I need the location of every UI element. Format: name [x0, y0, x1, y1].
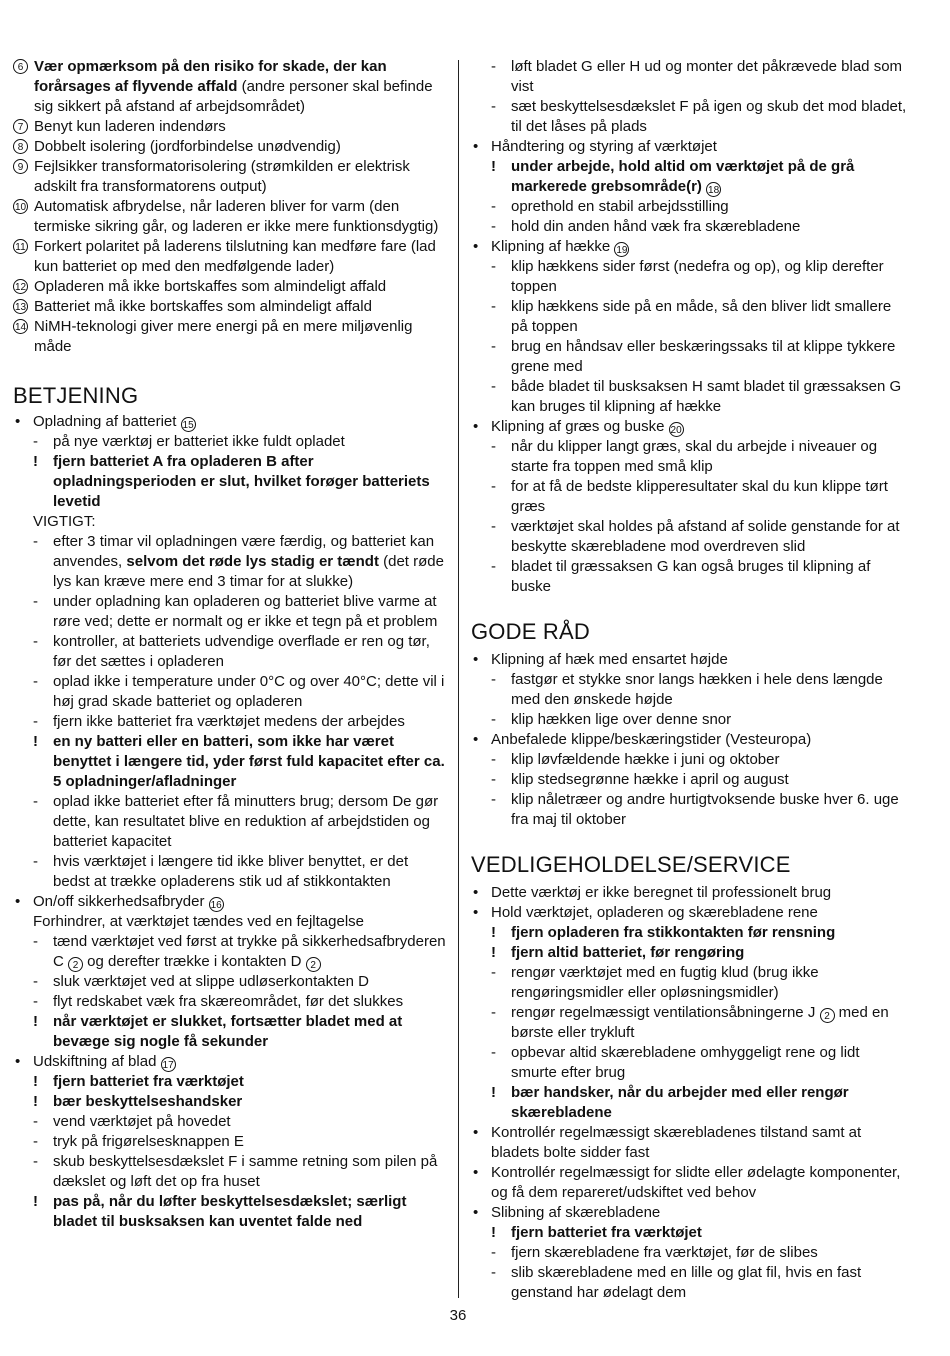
figure-ref: 2 — [820, 1008, 835, 1023]
list-item: • Slibning af skærebladene — [473, 1204, 661, 1221]
figure-ref: 2 — [68, 957, 83, 972]
warning-item: ! bær beskyttelseshandsker — [33, 1093, 243, 1110]
list-item: - under opladning kan opladeren og batteriet blive varme at røre ved; dette er normalt og er ikke et tegn på et problem — [33, 593, 438, 630]
list-item: - slib skærebladene med en lille og glat fil, hvis en fast genstand har ødelagt dem — [491, 1264, 862, 1301]
numbered-warning-item: 14 NiMH-teknologi giver mere energi på en mere miljøvenlig måde — [14, 318, 413, 355]
section-heading-gode-raad: GODE RÅD — [471, 619, 590, 644]
list-item: - oprethold en stabil arbejdsstilling — [491, 198, 729, 215]
numbered-warning-item: 13 Batteriet må ikke bortskaffes som almindeligt affald — [14, 298, 372, 315]
number-circle: 7 — [13, 119, 28, 134]
column-divider — [458, 60, 459, 1298]
list-item: - vend værktøjet på hovedet — [33, 1113, 231, 1130]
numbered-warning-item: 9 Fejlsikker transformatorisolering (strømkilden er elektrisk adskilt fra transformatorens output) — [13, 157, 446, 197]
warning-list — [13, 57, 446, 357]
list-item: - rengør regelmæssigt ventilationsåbningerne J 2 med en børste eller trykluft — [491, 1004, 889, 1041]
list-item: - løft bladet G eller H ud og monter det påkrævede blad som vist — [491, 58, 903, 95]
number-circle: 11 — [13, 239, 28, 254]
list-item: - efter 3 timar vil opladningen være færdig, og batteriet kan anvendes, selvom det røde lys stadig er tændt (det røde lys kan kræve mere end 3 timar for at slukke) — [33, 533, 444, 590]
list-item: • Hold værktøjet, opladeren og skærebladene rene — [473, 904, 818, 921]
page-number: 36 — [449, 1307, 467, 1324]
warning-item: ! en ny batteri eller en batteri, som ikke har været benyttet i længere tid, yder først fuld kapacitet efter ca. 5 opladninger/afladninger — [33, 733, 445, 790]
number-circle: 14 — [13, 319, 28, 334]
list-item: - for at få de bedste klipperesultater skal du kun klippe tørt græs — [491, 478, 888, 515]
list-item: - fjern skærebladene fra værktøjet, før de slibes — [491, 1244, 818, 1261]
list-item: - oplad ikke batteriet efter få minutters brug; dersom De gør dette, kan resultatet blive en reduktion af arbejdstiden og batteriet kapacitet — [33, 793, 439, 850]
list-item: - klip nåletræer og andre hurtigtvoksende buske hver 6. uge fra maj til oktober — [491, 791, 899, 828]
number-circle: 10 — [13, 199, 28, 214]
list-item: • Dette værktøj er ikke beregnet til professionelt brug — [473, 884, 832, 901]
list-item: • On/off sikkerhedsafbryder 16 — [15, 893, 222, 911]
warning-item: ! fjern altid batteriet, før rengøring — [491, 944, 745, 961]
list-item: - fastgør et stykke snor langs hækken i hele dens længde med den ønskede højde — [491, 671, 883, 708]
left-column — [13, 57, 446, 1232]
section-heading-vedligeholdelse: VEDLIGEHOLDELSE/SERVICE — [471, 852, 791, 877]
list-item: - klip hækkens sider først (nedefra og op), og klip derefter toppen — [491, 258, 884, 295]
list-item: - kontroller, at batteriets udvendige overflade er ren og tør, før det sættes i opladeren — [33, 633, 430, 670]
list-item: • Udskiftning af blad 17 — [15, 1053, 174, 1071]
bullet-marker: • — [15, 413, 21, 430]
list-item: • Håndtering og styring af værktøjet — [473, 138, 717, 155]
list-item: - værktøjet skal holdes på afstand af solide genstande for at beskytte skærebladene mod overdreven slid — [491, 518, 900, 555]
warning-item: ! bær handsker, når du arbejder med eller rengør skærebladene — [491, 1084, 849, 1121]
number-circle: 13 — [13, 299, 28, 314]
list-item: - på nye værktøj er batteriet ikke fuldt opladet — [33, 433, 345, 450]
list-item: - klip hækkens side på en måde, så den bliver lidt smallere på toppen — [491, 298, 892, 335]
label-vigtigt: VIGTIGT: — [33, 513, 96, 530]
numbered-warning-item: 10 Automatisk afbrydelse, når laderen bliver for varm (den termiske sikring går, og laderen er ikke mere funktionsdygtig) — [14, 198, 439, 235]
numbered-warning-item: 7 Benyt kun laderen indendørs — [13, 117, 446, 137]
number-circle: 8 — [13, 139, 28, 154]
list-item: - klip hækken lige over denne snor — [491, 711, 732, 728]
figure-ref: 20 — [669, 422, 684, 437]
list-item: - flyt redskabet væk fra skæreområdet, før det slukkes — [33, 993, 404, 1010]
numbered-warning-item: 6 Vær opmærksom på den risiko for skade, der kan forårsages af flyvende affald (andre personer skal befinde sig sikkert på afstand af arbejdsområdet) — [13, 57, 446, 117]
list-item: - både bladet til busksaksen H samt bladet til græssaksen G kan bruges til klipning af hække — [491, 378, 902, 415]
list-item: • Klipning af hæk med ensartet højde — [473, 651, 728, 668]
numbered-warning-item: 8 Dobbelt isolering (jordforbindelse unødvendig) — [13, 137, 446, 157]
list-item: - brug en håndsav eller beskæringssaks til at klippe tykkere grene med — [491, 338, 896, 375]
list-item: - hvis værktøjet i længere tid ikke bliver benyttet, er det bedst at trække opladerens stik ud af stikkontakten — [33, 853, 409, 890]
list-item: - rengør værktøjet med en fugtig klud (brug ikke rengøringsmidler eller opløsningsmidler) — [491, 964, 819, 1001]
numbered-warning-item: 12 Opladeren må ikke bortskaffes som almindeligt affald — [14, 278, 387, 295]
list-item: - hold din anden hånd væk fra skærebladene — [491, 218, 801, 235]
figure-ref: 15 — [181, 417, 196, 432]
list-item: • Opladning af batteriet 15 — [15, 413, 194, 431]
warning-item: ! når værktøjet er slukket, fortsætter bladet med at bevæge sig nogle få sekunder — [33, 1013, 403, 1050]
list-item: - sæt beskyttelsesdækslet F på igen og skub det mod bladet, til det låses på plads — [491, 98, 907, 135]
list-item: • Anbefalede klippe/beskæringstider (Vesteuropa) — [473, 731, 812, 748]
list-item: - tryk på frigørelsesknappen E — [33, 1133, 244, 1150]
list-item: - fjern ikke batteriet fra værktøjet medens der arbejdes — [33, 713, 405, 730]
list-item: - klip stedsegrønne hække i april og august — [491, 771, 789, 788]
figure-ref: 18 — [706, 182, 721, 197]
list-item: • Klipning af græs og buske 20 — [473, 418, 682, 436]
warning-item: ! under arbejde, hold altid om værktøjet på de grå markerede grebsområde(r) 18 — [491, 158, 855, 196]
number-circle: 9 — [13, 159, 28, 174]
list-item: - sluk værktøjet ved at slippe udløserkontakten D — [33, 973, 369, 990]
list-item: - klip løvfældende hække i juni og oktober — [491, 751, 780, 768]
figure-ref: 2 — [306, 957, 321, 972]
warning-item: ! fjern batteriet fra værktøjet — [491, 1224, 702, 1241]
paragraph: Forhindrer, at værktøjet tændes ved en fejltagelse — [33, 913, 364, 930]
warning-item: ! fjern opladeren fra stikkontakten før rensning — [491, 924, 836, 941]
right-column — [471, 57, 907, 1303]
list-item: - skub beskyttelsesdækslet F i samme retning som pilen på dækslet og løft det op fra huset — [33, 1153, 438, 1190]
figure-ref: 16 — [209, 897, 224, 912]
list-item: - oplad ikke i temperature under 0°C og over 40°C; dette vil i høj grad skade batteriet og opladeren — [33, 673, 445, 710]
warning-item: ! fjern batteriet A fra opladeren B after opladningsperioden er slut, hvilket forøger batteriets levetid — [33, 453, 430, 510]
list-item: - når du klipper langt græs, skal du arbejde i niveauer og starte fra toppen med små klip — [491, 438, 878, 475]
list-item: - bladet til græssaksen G kan også bruges til klipning af buske — [491, 558, 871, 595]
list-item: • Klipning af hække 19 — [473, 238, 628, 256]
warning-item: ! pas på, når du løfter beskyttelsesdækslet; særligt bladet til busksaksen kan uventet falde ned — [33, 1193, 407, 1230]
list-item: - tænd værktøjet ved først at trykke på sikkerhedsafbryderen C 2 og derefter trække i kontakten D 2 — [33, 933, 446, 971]
list-item: - opbevar altid skærebladene omhyggeligt rene og lidt smurte efter brug — [491, 1044, 860, 1081]
number-circle: 6 — [13, 59, 28, 74]
numbered-warning-item: 11 Forkert polaritet på laderens tilslutning kan medføre fare (lad kun batteriet op med den medfølgende lader) — [13, 237, 446, 277]
warning-item: ! fjern batteriet fra værktøjet — [33, 1073, 244, 1090]
section-heading-betjening: BETJENING — [13, 383, 139, 408]
list-item: • Kontrollér regelmæssigt skærebladenes tilstand samt at bladets bolte sidder fast — [473, 1124, 862, 1161]
number-circle: 12 — [13, 279, 28, 294]
figure-ref: 17 — [161, 1057, 176, 1072]
list-item: • Kontrollér regelmæssigt for slidte eller ødelagte komponenter, og få dem repareret/udskiftet ved behov — [473, 1164, 901, 1201]
figure-ref: 19 — [614, 242, 629, 257]
